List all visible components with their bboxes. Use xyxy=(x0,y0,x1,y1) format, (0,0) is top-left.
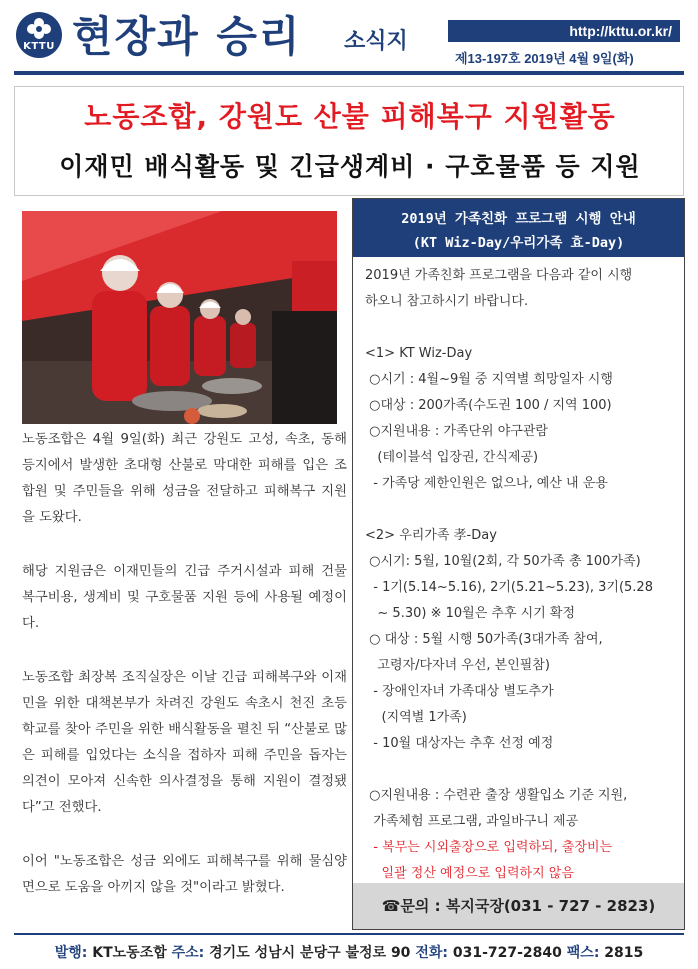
fax: 2815 xyxy=(604,945,644,961)
family-program-notice xyxy=(352,198,685,930)
headline: 노동조합, 강원도 산불 피해복구 지원활동 xyxy=(84,100,616,133)
notice-line: ○시기: 5월, 10월(2회, 각 50가족 총 100가족) xyxy=(365,554,641,569)
article-paragraph-3: 노동조합 최장복 조직실장은 이날 긴급 피해복구와 이재민을 위한 대책본부가 차려진 강원도 속초시 천진 초등학교를 찾아 주민을 위한 배식활동을 펼친 뒤 “산불로 많은 피해를 입었다는 소식을 접하자 피해 주민을 돕자는 의견이 모아져 신속한 의사결정을 통해 지원이 결정됐다”고 전했다. xyxy=(22,670,347,815)
notice-spacer xyxy=(365,757,677,783)
notice-subtitle: (KT Wiz-Day/우리가족 효-Day) xyxy=(412,235,625,251)
notice-line: - 복무는 시외출장으로 입력하되, 출장비는 xyxy=(365,840,613,855)
notice-spacer xyxy=(365,497,677,523)
notice-body xyxy=(365,263,677,887)
notice-line: 2019년 가족친화 프로그램을 다음과 같이 시행 xyxy=(365,268,633,283)
publisher-name: KT노동조합 xyxy=(92,945,167,961)
phone-label: 전화: xyxy=(415,945,448,961)
notice-line: (지역별 1가족) xyxy=(365,710,467,725)
kttu-logo xyxy=(16,12,62,58)
fax-label: 팩스: xyxy=(566,945,600,961)
article-paragraph-2: 해당 지원금은 이재민들의 긴급 주거시설과 피해 건물 복구비용, 생계비 및 구호물품 지원 등에 사용될 예정이다. xyxy=(22,564,347,631)
notice-line: 가족체험 프로그램, 과일바구니 제공 xyxy=(365,814,579,829)
notice-line: ○지원내용 : 가족단위 야구관람 xyxy=(365,424,548,439)
notice-line: (테이블석 입장권, 간식제공) xyxy=(365,450,539,465)
masthead xyxy=(0,0,698,70)
notice-line: - 10월 대상자는 추후 선정 예정 xyxy=(365,736,554,751)
notice-line: ○지원내용 : 수련관 출장 생활입소 기준 지원, xyxy=(365,788,628,803)
notice-line: 하오니 참고하시기 바랍니다. xyxy=(365,294,529,309)
notice-line: 고령자/다자녀 우선, 본인필참) xyxy=(365,658,550,673)
notice-line: ○ 대상 : 5월 시행 50가족(3대가족 참여, xyxy=(365,632,603,647)
article-paragraph-4: 이어 "노동조합은 성금 외에도 피해복구를 위해 물심양면으로 도움을 아끼지 않을 것"이라고 밝혔다. xyxy=(22,854,347,895)
notice-line: 일괄 정산 예정으로 입력하지 않음 xyxy=(365,866,574,881)
address: 경기도 성남시 분당구 불정로 90 xyxy=(209,945,411,961)
header-divider xyxy=(14,71,684,75)
logo-text: KTTU xyxy=(23,41,55,52)
masthead-title: 현장과 승리 xyxy=(72,12,302,61)
flower-icon xyxy=(23,17,55,41)
notice-line: - 가족당 제한인원은 없으나, 예산 내 운용 xyxy=(365,476,608,491)
notice-line: - 1기(5.14~5.16), 2기(5.21~5.23), 3기(5.28 xyxy=(365,580,653,595)
headline-box xyxy=(14,86,684,196)
contact-bar: ☎문의 : 복지국장(031 - 727 - 2823) xyxy=(353,883,684,929)
notice-line: <2> 우리가족 孝-Day xyxy=(365,528,497,543)
notice-header xyxy=(353,199,684,257)
publisher-footer xyxy=(0,942,698,962)
address-label: 주소: xyxy=(171,945,205,961)
notice-line: ○시기 : 4월~9월 중 지역별 희망일자 시행 xyxy=(365,372,613,387)
volunteers-photo-image xyxy=(22,211,337,424)
article-paragraph-1: 노동조합은 4월 9일(화) 최근 강원도 고성, 속초, 동해 등지에서 발생한 초대형 산불로 막대한 피해를 입은 조합원 및 주민들을 위해 성금을 전달하고 피해복구 지원을 도왔다. xyxy=(22,432,347,525)
relief-photo xyxy=(22,211,337,424)
issue-date: 제13-197호 2019년 4월 9일(화) xyxy=(455,51,634,66)
notice-line: - 장애인자녀 가족대상 별도추가 xyxy=(365,684,554,699)
subheadline: 이재민 배식활동 및 긴급생계비 · 구호물품 등 지원 xyxy=(59,152,641,181)
notice-title: 2019년 가족친화 프로그램 시행 안내 xyxy=(401,211,636,227)
notice-line: ~ 5.30) ※ 10월은 추후 시기 확정 xyxy=(365,606,575,621)
footer-divider xyxy=(14,933,684,935)
phone: 031-727-2840 xyxy=(452,945,562,961)
publisher-label: 발행: xyxy=(54,945,88,961)
site-url[interactable]: http://kttu.or.kr/ xyxy=(448,20,680,42)
notice-spacer xyxy=(365,315,677,341)
notice-line: ○대상 : 200가족(수도권 100 / 지역 100) xyxy=(365,398,612,413)
notice-line: <1> KT Wiz-Day xyxy=(365,346,473,361)
masthead-subtitle: 소식지 xyxy=(344,29,408,54)
